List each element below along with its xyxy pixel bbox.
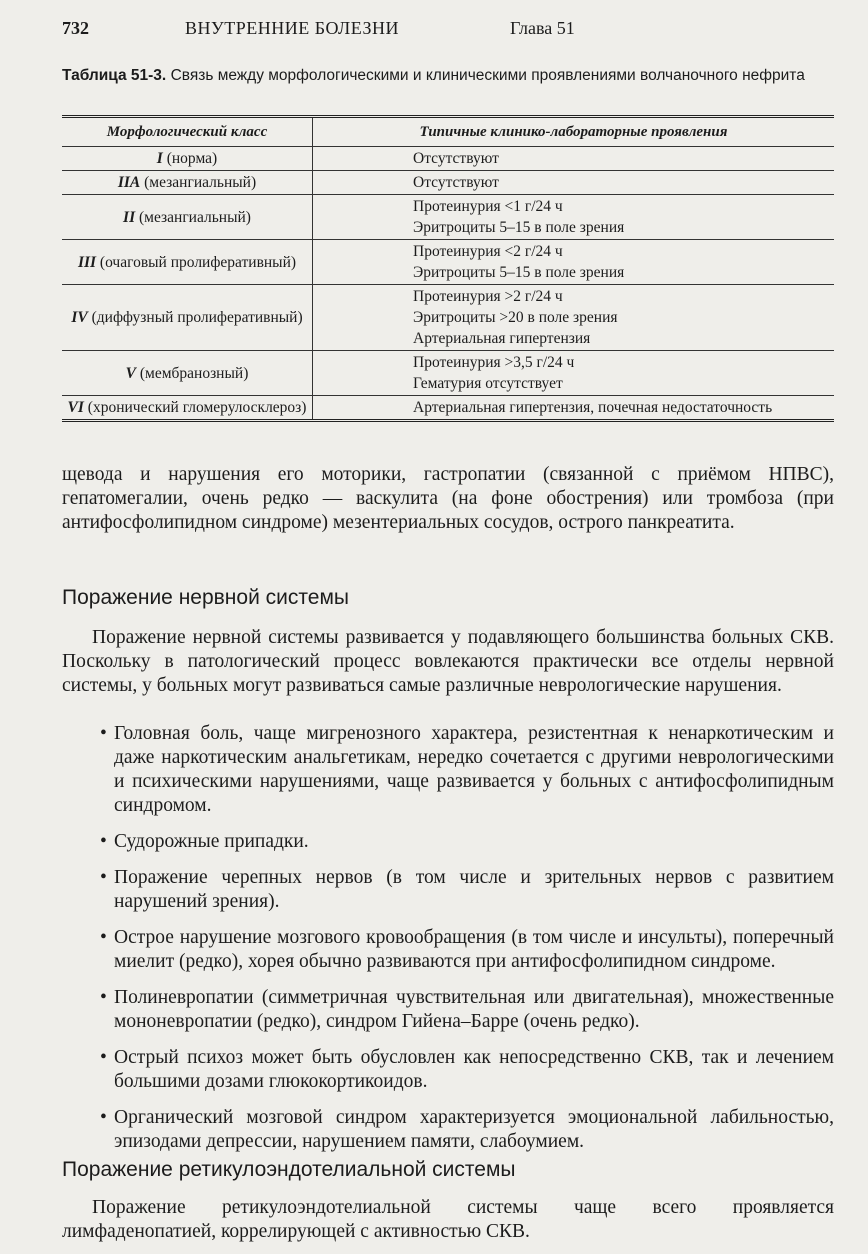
list-item [62,1106,834,1154]
list-item [62,1046,834,1094]
list-item-text: Острое нарушение мозгового кровообращения (в том числе и инсульты), поперечный миелит (редко), хорея обычно развиваются при антифосфолипидном синдроме. [114,927,834,972]
table-caption-text: Связь между морфологическими и клиническими проявлениями волчаночного нефрита [170,67,805,84]
table-header-row [62,117,834,147]
bullet-icon: • [100,1047,107,1068]
manifestations-cell [313,195,835,240]
morphological-class-cell [62,351,313,396]
morphological-class-cell [62,171,313,195]
class-description: (мезангиальный) [138,208,251,226]
list-item [62,866,834,914]
class-description: (диффузный пролиферативный) [91,309,303,326]
morphological-class-cell [62,195,313,240]
manifestation: Эритроциты 5–15 в поле зрения [413,219,625,236]
table-row [62,171,834,195]
manifestation: Отсутствуют [413,174,499,191]
list-item-text: Поражение черепных нервов (в том числе и зрительных нервов с развитием нарушений зрения). [114,867,834,912]
manifestation: Протеинурия >2 г/24 ч [413,288,563,305]
column-header: Типичные клинико-лабораторные проявления [313,117,835,147]
class-numeral: II [123,208,136,226]
morphological-class-cell [62,240,313,285]
manifestation: Гематурия отсутствует [413,375,563,392]
list-item-text: Полиневропатии (симметричная чувствительная или двигательная), множественные мононевропатии (редко), синдром Гийена–Барре (очень редко). [114,987,834,1032]
morphological-class-cell [62,147,313,171]
manifestation: Протеинурия <1 г/24 ч [413,198,563,215]
table-caption [62,66,834,86]
manifestation: Эритроциты 5–15 в поле зрения [413,264,625,281]
bullet-list-container [62,722,834,1166]
book-title: ВНУТРЕННИЕ БОЛЕЗНИ [185,18,399,38]
manifestation: Артериальная гипертензия, почечная недостаточность [413,399,773,416]
running-header [62,18,575,39]
manifestations-cell [313,240,835,285]
manifestations-cell [313,171,835,195]
bullet-icon: • [100,831,107,852]
table-label: Таблица 51-3. [62,67,167,84]
list-item [62,830,834,854]
table-row [62,351,834,396]
bullet-icon: • [100,927,107,948]
manifestations-cell [313,351,835,396]
list-item-text: Органический мозговой синдром характеризуется эмоциональной лабильностью, эпизодами депрессии, нарушением памяти, слабоумием. [114,1107,834,1152]
bullet-icon: • [100,723,107,744]
bullet-icon: • [100,987,107,1008]
morphological-class-cell [62,285,313,351]
list-item [62,926,834,974]
nephritis-table [62,115,834,422]
list-item-text: Острый психоз может быть обусловлен как непосредственно СКВ, так и лечением большими дозами глюкокортикоидов. [114,1047,834,1092]
class-numeral: IIA [117,174,141,191]
section-heading: Поражение ретикулоэндотелиальной системы [62,1158,516,1181]
page-number: 732 [62,18,89,38]
bullet-icon: • [100,867,107,888]
class-numeral: VI [67,399,84,416]
table-row [62,195,834,240]
section-paragraph: Поражение ретикулоэндотелиальной системы чаще всего проявляется лимфаденопатией, коррелирующей с активностью СКВ. [62,1197,834,1242]
class-description: (норма) [166,150,218,167]
table-row [62,285,834,351]
manifestation: Эритроциты >20 в поле зрения [413,309,618,326]
class-numeral: I [156,150,163,167]
class-description: (мезангиальный) [144,174,257,191]
morphological-class-cell [62,396,313,421]
list-item-text: Головная боль, чаще мигренозного характера, резистентная к ненаркотическим и даже наркотическим анальгетикам, нередко сочетается с другими неврологическими и психическими нарушениями, чаще развивается у больных с антифосфолипидным синдромом. [114,723,834,816]
intro-paragraph: щевода и нарушения его моторики, гастропатии (связанной с приёмом НПВС), гепатомегалии, очень редко — васкулита (на фоне обострения) или тромбоза (при антифосфолипидном синдроме) мезентериальных сосудов, острого панкреатита. [62,464,834,533]
manifestation: Артериальная гипертензия [413,330,591,347]
manifestation: Протеинурия >3,5 г/24 ч [413,354,575,371]
list-item [62,986,834,1034]
table-row [62,240,834,285]
class-description: (мембранозный) [139,364,249,382]
class-description: (хронический гломерулосклероз) [87,399,307,416]
class-numeral: III [77,253,97,271]
class-numeral: IV [71,309,88,326]
table-row [62,396,834,421]
manifestation: Протеинурия <2 г/24 ч [413,243,563,260]
section-heading: Поражение нервной системы [62,586,349,609]
section-paragraph: Поражение нервной системы развивается у подавляющего большинства больных СКВ. Поскольку в патологический процесс вовлекаются практически все отделы нервной системы, у больных могут развиваться самые различные неврологические нарушения. [62,627,834,696]
chapter-label: Глава 51 [510,18,575,38]
manifestation: Отсутствуют [413,150,499,167]
manifestations-cell [313,396,835,421]
manifestations-cell [313,285,835,351]
bullet-list [62,722,834,1154]
class-description: (очаговый пролиферативный) [99,253,297,271]
list-item [62,722,834,818]
list-item-text: Судорожные припадки. [114,831,309,852]
column-header: Морфологический класс [62,117,313,147]
bullet-icon: • [100,1107,107,1128]
class-numeral: V [125,364,136,382]
table-row [62,147,834,171]
manifestations-cell [313,147,835,171]
